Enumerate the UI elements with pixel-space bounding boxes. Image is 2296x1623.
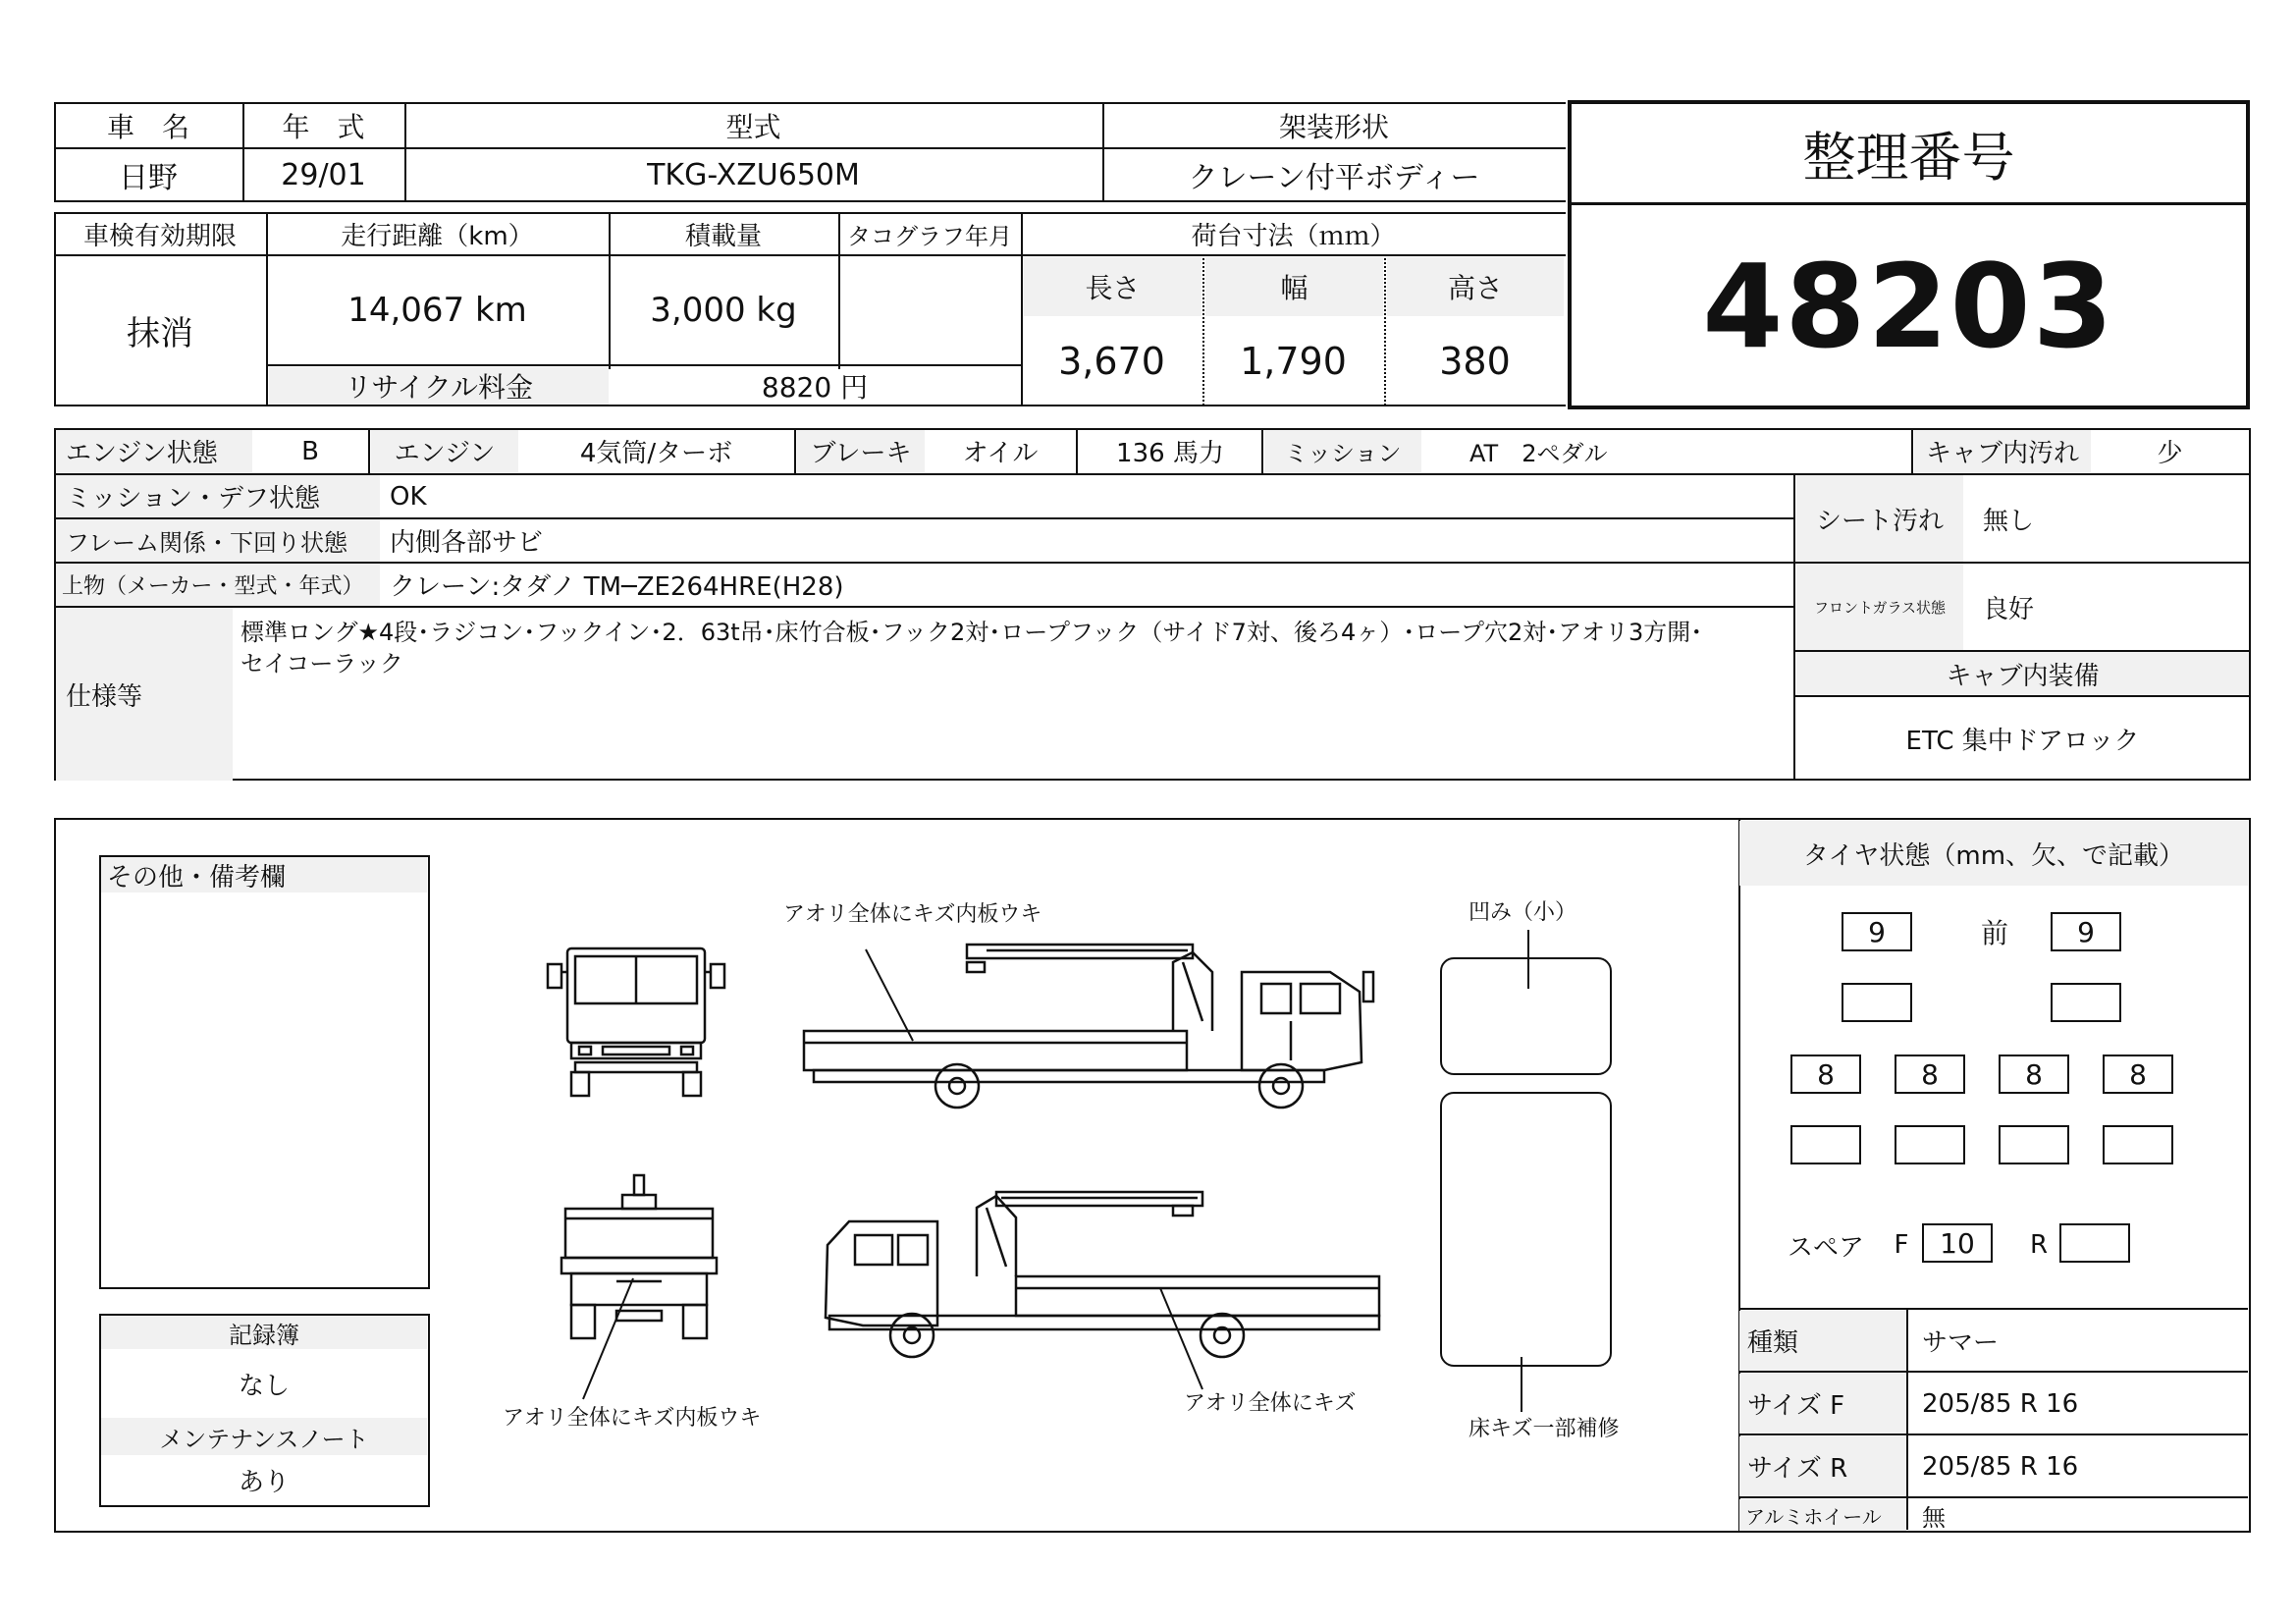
cab-dirt-value: 少	[2157, 439, 2183, 468]
note-floor: 床キズ一部補修	[1468, 1417, 1620, 1441]
bed-width-label: 幅	[1205, 257, 1383, 316]
mission-label: ミッション	[1264, 430, 1421, 472]
tire-front-left: 9	[1842, 912, 1912, 951]
note-rear: アオリ全体にキズ内板ウキ	[503, 1406, 762, 1431]
bed-height-label: 高さ	[1387, 257, 1564, 316]
tire-type-value: サマー	[1922, 1328, 2000, 1358]
col-name-header: 車 名	[106, 111, 189, 143]
col-mileage-header: 走行距離（km）	[341, 222, 534, 251]
load-value: 3,000 kg	[650, 291, 797, 330]
note-side-top: アオリ全体にキズ内板ウキ	[783, 902, 1042, 927]
col-load-header: 積載量	[684, 222, 762, 251]
tire-front-right-sub	[2051, 983, 2121, 1022]
upper-value: クレーン:タダノ TM─ZE264HRE(H28)	[390, 572, 844, 602]
tire-panel	[1739, 821, 2248, 1531]
mileage-value: 14,067 km	[347, 291, 527, 330]
bed-height-value: 380	[1439, 340, 1511, 383]
front-glass-value: 良好	[1983, 594, 2035, 624]
spec-label: 仕様等	[56, 608, 233, 781]
engine-state-label: エンジン状態	[56, 430, 252, 472]
reference-number-label: 整理番号	[1802, 126, 2015, 189]
cab-dirt-label: キャブ内汚れ	[1914, 430, 2091, 472]
col-year-header: 年 式	[282, 111, 365, 143]
tire-front-right: 9	[2051, 912, 2121, 951]
mission-diff-label: ミッション・デフ状態	[56, 475, 380, 517]
vehicle-body: クレーン付平ボディー	[1188, 161, 1480, 195]
seat-dirt-value: 無し	[1983, 506, 2035, 536]
tire-size-f-value: 205/85 R 16	[1922, 1388, 2079, 1419]
recycle-value: 8820 円	[761, 371, 869, 404]
frame-label: フレーム関係・下回り状態	[56, 519, 380, 562]
record-value: なし	[238, 1371, 290, 1401]
tire-rear-4: 8	[2103, 1055, 2173, 1094]
alu-wheel-label: アルミホイール	[1739, 1499, 1906, 1531]
vehicle-year: 29/01	[281, 157, 366, 192]
tire-size-r-label: サイズ R	[1739, 1436, 1906, 1496]
annotation-line-dent	[1526, 928, 1536, 992]
engine-label: エンジン	[371, 430, 518, 472]
spec-line-2: セイコーラック	[240, 650, 403, 677]
tire-rear-3-sub	[1999, 1125, 2069, 1164]
truck-front-view-drawing	[540, 943, 736, 1100]
record-box	[99, 1314, 430, 1507]
upper-label: 上物（メーカー・型式・年式）	[56, 564, 380, 606]
brake-label: ブレーキ	[797, 430, 925, 472]
tire-type-label: 種類	[1739, 1311, 1906, 1371]
col-model-header: 型式	[725, 111, 781, 143]
reference-number-box	[1568, 100, 2250, 409]
spare-f-value: 10	[1922, 1223, 1993, 1263]
truck-side-view-bottom-drawing	[820, 1188, 1389, 1370]
col-inspection-header: 車検有効期限	[82, 222, 237, 251]
remarks-label: その他・備考欄	[101, 857, 427, 893]
record-label: 記録簿	[101, 1316, 427, 1349]
spare-f-label: F	[1894, 1230, 1909, 1260]
bed-length-label: 長さ	[1024, 257, 1201, 316]
engine-state-value: B	[301, 436, 319, 466]
tire-size-f-label: サイズ F	[1739, 1374, 1906, 1434]
vehicle-model: TKG-XZU650M	[647, 157, 860, 192]
power-value: 136 馬力	[1116, 439, 1224, 468]
mission-value: AT 2ペダル	[1469, 440, 1608, 467]
maintenance-label: メンテナンスノート	[101, 1418, 427, 1455]
reference-number: 48203	[1702, 238, 2115, 374]
vehicle-header-table	[54, 102, 1566, 408]
alu-wheel-value: 無	[1922, 1503, 1946, 1532]
maintenance-value: あり	[238, 1467, 290, 1497]
condition-table	[54, 428, 2251, 781]
col-body-header: 架装形状	[1278, 111, 1389, 143]
engine-value: 4気筒/ターボ	[579, 439, 733, 468]
bed-rear-outline	[1440, 1092, 1612, 1367]
tire-front-left-sub	[1842, 983, 1912, 1022]
tire-rear-2-sub	[1895, 1125, 1965, 1164]
brake-value: オイル	[962, 439, 1039, 468]
note-dent: 凹み（小）	[1468, 900, 1577, 925]
inspection-value: 抹消	[127, 314, 193, 353]
col-bed-header: 荷台寸法（ｍｍ）	[1191, 222, 1396, 251]
frame-value: 内側各部サビ	[390, 528, 544, 558]
vehicle-name: 日野	[119, 161, 178, 195]
spare-r-label: R	[2029, 1230, 2049, 1260]
tire-rear-1: 8	[1790, 1055, 1861, 1094]
note-side-bottom: アオリ全体にキズ	[1184, 1391, 1357, 1416]
bed-width-value: 1,790	[1240, 340, 1347, 383]
recycle-label: リサイクル料金	[269, 367, 609, 405]
tacho-value	[838, 256, 1021, 364]
tire-title: タイヤ状態（mm、欠、で記載）	[1739, 821, 2248, 886]
col-tacho-header: タコグラフ年月	[847, 223, 1012, 250]
bed-length-value: 3,670	[1058, 340, 1165, 383]
mission-diff-value: OK	[390, 481, 427, 512]
annotation-line-floor	[1520, 1355, 1529, 1414]
annotation-line-rear	[579, 1276, 638, 1404]
tire-size-r-value: 205/85 R 16	[1922, 1451, 2079, 1482]
tire-rear-4-sub	[2103, 1125, 2173, 1164]
cab-equip-label: キャブ内装備	[1796, 652, 2249, 695]
spec-line-1: 標準ロング★4段･ラジコン･フックイン･2．63t吊･床竹合板･フック2対･ロープフック（サイド7対、後ろ4ヶ）･ロープ穴2対･アオリ3方開･	[240, 619, 1703, 646]
seat-dirt-label: シート汚れ	[1796, 475, 1963, 562]
tire-rear-3: 8	[1999, 1055, 2069, 1094]
front-glass-label: フロントガラス状態	[1796, 564, 1963, 650]
annotation-line-side-top	[864, 947, 923, 1046]
spare-label: スペア	[1787, 1232, 1864, 1263]
spare-r-value	[2059, 1223, 2130, 1263]
tire-rear-2: 8	[1895, 1055, 1965, 1094]
annotation-line-side-bottom	[1158, 1286, 1217, 1394]
tire-front-label: 前	[1980, 917, 2008, 949]
tire-rear-1-sub	[1790, 1125, 1861, 1164]
remarks-box	[99, 855, 430, 1289]
cab-equip-value: ETC 集中ドアロック	[1905, 727, 2140, 756]
